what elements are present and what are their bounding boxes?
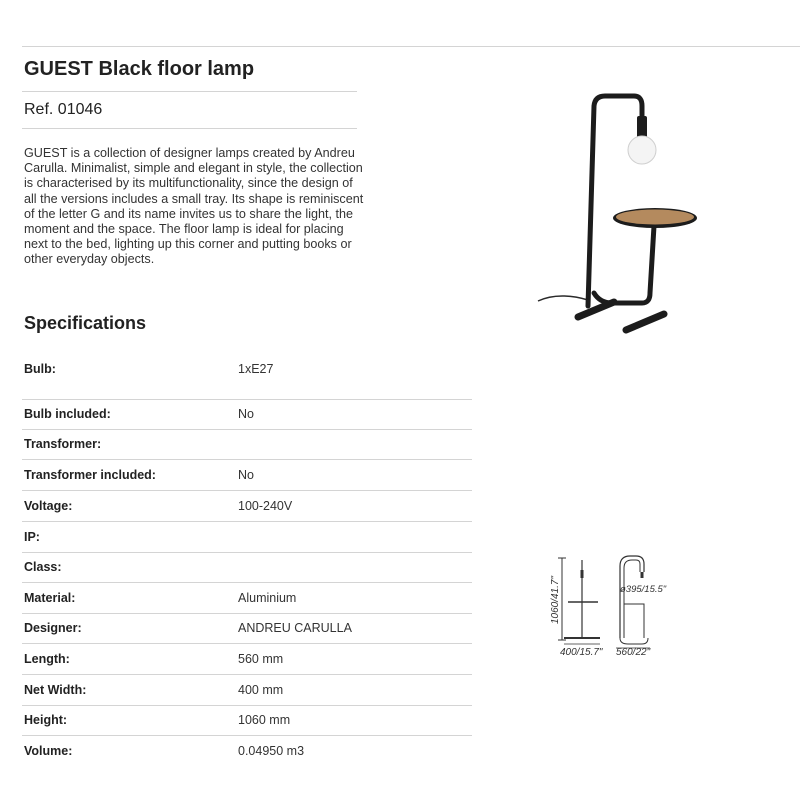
product-title: GUEST Black floor lamp: [24, 58, 255, 80]
spec-row-transformer: [22, 430, 472, 460]
lamp-foot-right: [626, 314, 664, 330]
spec-value: Aluminium: [238, 591, 297, 605]
spec-label: Volume:: [24, 744, 73, 758]
spec-value: 0.04950 m3: [238, 744, 305, 758]
spec-label: Transformer included:: [24, 468, 156, 482]
spec-label: Height:: [24, 713, 68, 727]
spec-value: 100-240V: [238, 499, 293, 513]
spec-row-designer: [22, 614, 472, 644]
power-cable: [538, 296, 588, 301]
top-divider: [22, 46, 800, 47]
spec-row-length: [22, 645, 472, 675]
spec-label: Transformer:: [24, 437, 102, 451]
spec-value: ANDREU CARULLA: [238, 621, 352, 635]
spec-label: Bulb:: [24, 362, 56, 376]
spec-label: Bulb included:: [24, 407, 111, 421]
product-description: GUEST is a collection of designer lamps created by Andreu Carulla. Minimalist, simple and elegant in style, the collection is characterised by its multifunctionality, since the design of all the versions includes a small tray. Its shape is reminiscent of the letter G and its name invites us to share the light, the moment and the space. The floor lamp is ideal for placing next to the bed, lighting up this corner and putting books or other everyday objects.: [24, 146, 364, 267]
product-photo: [530, 88, 710, 348]
spec-label: Material:: [24, 591, 76, 605]
height-label: 1060/41.7": [550, 575, 561, 624]
spec-row-material: [22, 584, 472, 614]
product-ref: Ref. 01046: [24, 101, 103, 118]
title-divider: [22, 91, 357, 92]
ref-divider: [22, 128, 357, 129]
spec-row-net-width: [22, 676, 472, 706]
lamp-frame: [588, 96, 642, 306]
spec-row-height: [22, 706, 472, 736]
spec-row-transformer-included: [22, 461, 472, 491]
bulb-socket: [637, 116, 647, 138]
specifications-heading: Specifications: [24, 313, 147, 333]
spec-label: Voltage:: [24, 499, 73, 513]
spec-label: IP:: [24, 530, 40, 544]
tray-diameter-label: ø395/15.5": [620, 584, 667, 595]
bulb-icon: [628, 136, 656, 164]
lamp-foot-left: [578, 302, 614, 317]
dimension-drawing: [548, 552, 678, 662]
spec-label: Designer:: [24, 621, 82, 635]
spec-value: 1xE27: [238, 362, 274, 376]
spec-row-bulb-included: [22, 400, 472, 430]
spec-label: Length:: [24, 652, 70, 666]
tray-top: [616, 210, 694, 225]
spec-value: 400 mm: [238, 683, 284, 697]
spec-value: No: [238, 407, 254, 421]
spec-row-volume: [22, 737, 472, 767]
spec-row-voltage: [22, 492, 472, 522]
spec-label: Net Width:: [24, 683, 87, 697]
width-label: 400/15.7": [560, 647, 603, 658]
length-label: 560/22": [616, 647, 651, 658]
spec-value: No: [238, 468, 254, 482]
spec-label: Class:: [24, 560, 62, 574]
spec-row-ip: [22, 523, 472, 553]
lamp-tray-stem: [594, 226, 654, 303]
spec-row-class: [22, 553, 472, 583]
spec-value: 560 mm: [238, 652, 284, 666]
spec-row-bulb: [22, 355, 472, 400]
spec-value: 1060 mm: [238, 713, 291, 727]
